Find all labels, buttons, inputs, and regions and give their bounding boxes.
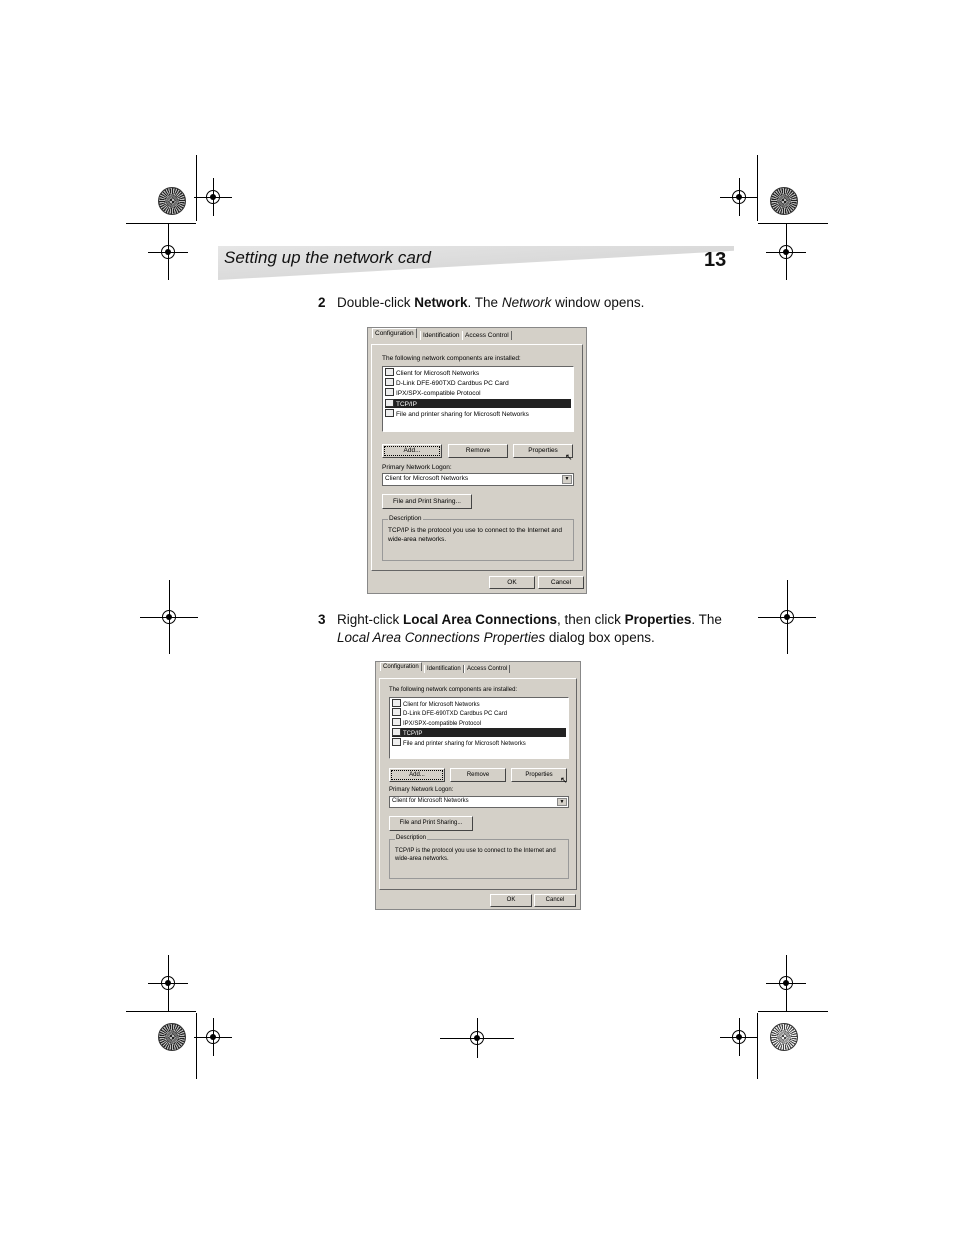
network-dialog-screenshot-1 — [367, 327, 587, 594]
add-button[interactable]: Add... — [382, 444, 442, 458]
registration-wheel-top-right — [770, 187, 798, 215]
protocol-icon — [392, 728, 401, 736]
logon-select[interactable] — [382, 473, 574, 486]
list-item-selected[interactable]: TCP/IP — [392, 728, 566, 737]
ok-button[interactable]: OK — [489, 576, 535, 589]
crosshair-bottom-center — [440, 1018, 514, 1058]
crosshair-bottom-left-2 — [194, 1018, 232, 1056]
crosshair-top-right — [720, 178, 758, 216]
dropdown-arrow-icon[interactable]: ▼ — [562, 475, 572, 484]
tab-configuration[interactable]: Configuration — [380, 662, 422, 671]
network-adapter-icon — [392, 708, 401, 716]
registration-wheel-bottom-right — [770, 1023, 798, 1051]
cancel-button[interactable]: Cancel — [538, 576, 584, 589]
components-list[interactable] — [382, 366, 574, 432]
remove-button[interactable]: Remove — [448, 444, 508, 458]
dropdown-arrow-icon[interactable]: ▼ — [557, 798, 567, 806]
list-item[interactable]: IPX/SPX-compatible Protocol — [385, 388, 571, 397]
tab-identification[interactable]: Identification — [424, 665, 464, 673]
logon-select[interactable] — [389, 796, 569, 808]
crosshair-top-left-2 — [148, 224, 188, 280]
step-text: Double-click Network. The Network window opens. — [337, 295, 645, 310]
logon-label: Primary Network Logon: — [389, 787, 454, 793]
list-item[interactable]: Client for Microsoft Networks — [385, 368, 571, 377]
crop-line — [126, 1011, 196, 1012]
components-list[interactable] — [389, 697, 569, 759]
description-caption: Description — [389, 515, 422, 522]
list-item[interactable]: IPX/SPX-compatible Protocol — [392, 718, 566, 727]
crop-line — [758, 1011, 828, 1012]
cancel-button[interactable]: Cancel — [534, 894, 576, 907]
list-item[interactable]: Client for Microsoft Networks — [392, 699, 566, 708]
list-item-selected[interactable]: TCP/IP — [385, 399, 571, 408]
registration-wheel-bottom-left — [158, 1023, 186, 1051]
description-caption: Description — [396, 835, 427, 841]
list-item[interactable]: D-Link DFE-690TXD Cardbus PC Card — [392, 708, 566, 717]
ok-button[interactable]: OK — [490, 894, 532, 907]
tab-access-control[interactable]: Access Control — [462, 331, 512, 340]
registration-wheel-top-left — [158, 187, 186, 215]
protocol-icon — [392, 718, 401, 726]
crosshair-mid-left — [140, 580, 198, 654]
step-number: 3 — [318, 612, 326, 627]
components-label: The following network components are installed: — [389, 687, 518, 693]
logon-select-value: Client for Microsoft Networks — [392, 798, 469, 804]
page-number: 13 — [704, 249, 727, 271]
mouse-cursor-icon: ↖ — [565, 452, 573, 462]
remove-button[interactable]: Remove — [450, 768, 506, 782]
components-label: The following network components are installed: — [382, 355, 521, 362]
file-print-sharing-button[interactable]: File and Print Sharing... — [382, 494, 472, 509]
description-text: TCP/IP is the protocol you use to connect to the Internet and wide-area networks. — [395, 848, 556, 862]
tab-identification[interactable]: Identification — [420, 331, 463, 340]
list-item[interactable]: File and printer sharing for Microsoft Networks — [385, 409, 571, 418]
crosshair-bottom-left — [148, 955, 188, 1011]
step-text: Right-click Local Area Connections, then click Properties. The Local Area Connections Properties dialog box opens. — [337, 612, 722, 645]
logon-label: Primary Network Logon: — [382, 464, 452, 471]
step-number: 2 — [318, 295, 326, 310]
description-text: TCP/IP is the protocol you use to connect to the Internet and wide-area networks. — [388, 527, 563, 543]
service-icon — [385, 409, 394, 417]
crosshair-top-left — [194, 178, 232, 216]
crosshair-bottom-right — [766, 955, 806, 1011]
crop-line — [757, 155, 758, 221]
crosshair-bottom-right-2 — [720, 1018, 758, 1056]
logon-select-value: Client for Microsoft Networks — [385, 475, 469, 482]
description-group — [389, 835, 569, 879]
network-client-icon — [392, 699, 401, 707]
crop-line — [196, 155, 197, 221]
protocol-icon — [385, 388, 394, 396]
properties-button[interactable]: Properties — [511, 768, 567, 782]
list-item[interactable]: File and printer sharing for Microsoft Networks — [392, 738, 566, 747]
add-button[interactable]: Add... — [389, 768, 445, 782]
file-print-sharing-button[interactable]: File and Print Sharing... — [389, 816, 473, 831]
list-item[interactable]: D-Link DFE-690TXD Cardbus PC Card — [385, 378, 571, 387]
mouse-cursor-icon: ↖ — [560, 775, 568, 785]
tab-configuration[interactable]: Configuration — [372, 328, 417, 338]
tab-access-control[interactable]: Access Control — [464, 665, 510, 673]
network-adapter-icon — [385, 378, 394, 386]
crosshair-top-right-2 — [766, 224, 806, 280]
crosshair-mid-right — [758, 580, 816, 654]
chapter-title: Setting up the network card — [224, 248, 431, 267]
description-group — [382, 515, 574, 561]
protocol-icon — [385, 399, 394, 407]
service-icon — [392, 738, 401, 746]
network-dialog-screenshot-2 — [375, 661, 581, 910]
properties-button[interactable]: Properties — [513, 444, 573, 458]
network-client-icon — [385, 368, 394, 376]
